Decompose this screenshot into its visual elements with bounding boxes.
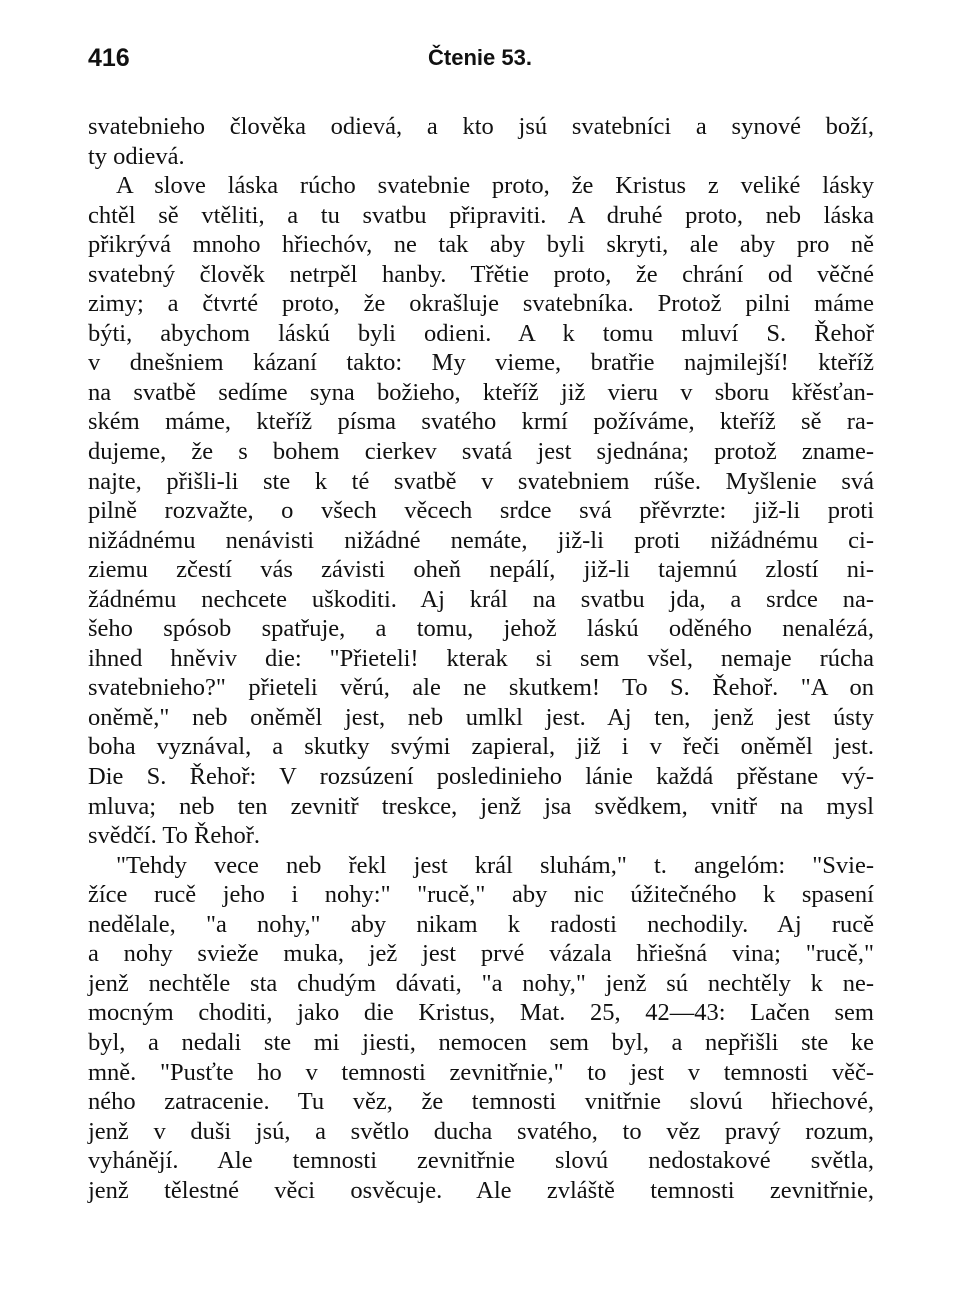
text-line: svatebnieho člověka odievá, a kto jsú svatebníci a synové boží, [88, 113, 874, 140]
text-line: vyhánějí. Ale temnosti zevnitřnie slovú nedostakové světla, [88, 1147, 874, 1175]
text-line: a nohy svieže muka, jež jest prvé vázala hřiešná vina; "rucě," [88, 940, 874, 968]
running-head: Čtenie 53. [428, 45, 532, 70]
text-line: na svatbě sedíme syna božieho, kteříž již vieru v sboru křěsťan- [88, 378, 874, 406]
page-number: 416 [88, 44, 130, 72]
text-line: pilně rozvažte, o všech věcech srdce svá přěvrzte: již-li proti [88, 497, 874, 525]
text-line: jenž nechtěle sta chudým dávati, "a nohy," jenž sú nechtěly k ne- [88, 969, 874, 997]
text-line: chtěl sě vtěliti, a tu svatbu připraviti. A druhé proto, neb láska [88, 201, 874, 229]
text-line: ském máme, kteříž písma svatého krmí požíváme, kteříž sě ra- [88, 408, 874, 436]
text-line: šeho spósob spatřuje, a tomu, jehož láskú oděného nenalézá, [88, 615, 874, 643]
text-line: byl, a nedali ste mi jiesti, nemocen sem byl, a nepřišli ste ke [88, 1028, 874, 1056]
text-line: zimy; a čtvrté proto, že okrašluje svatebníka. Protož pilni máme [88, 290, 874, 318]
text-line: mně. "Pusťte ho v temnosti zevnitřnie," to jest v temnosti věč- [88, 1058, 874, 1086]
text-line: ného zatracenie. Tu věz, že temnosti vnitřnie slovú hřiechové, [88, 1088, 874, 1116]
body-text [88, 112, 874, 1205]
text-line: boha vyznával, a skutky svými zapieral, již i v řeči oněměl jest. [88, 733, 874, 761]
text-line: ziemu zčestí vás závisti oheň nepálí, již-li tajemnú zlostí ni- [88, 556, 874, 584]
text-line: nedělale, "a nohy," aby nikam k radosti nechodily. Aj rucě [88, 910, 874, 938]
page-header [88, 40, 874, 80]
text-line: dujeme, že s bohem cierkev svatá jest sjednána; protož znamе- [88, 438, 874, 466]
text-line: nižádnému nenávisti nižádné nemáte, již-li proti nižádnému ci- [88, 526, 874, 554]
text-line: žádnému nechcete uškoditi. Aj král na svatbu jda, a srdce na- [88, 585, 874, 613]
text-line: najte, přišli-li ste k té svatbě v svatebniem rúše. Myšlenie svá [88, 467, 874, 495]
text-line: v dnešniem kázaní takto: My vieme, bratřie najmilejší! kteříž [88, 349, 874, 377]
text-line: žíce rucě jeho i nohy:" "rucě," aby nic úžitečného k spasení [88, 881, 874, 909]
text-line: Die S. Řehoř: V rozsúzení posledinieho lánie každá přěstane vý- [88, 763, 874, 791]
text-line: mocným choditi, jako die Kristus, Mat. 25, 42—43: Lačen sem [88, 999, 874, 1027]
text-line: ihned hněviv die: "Přieteli! kterak si sem všel, nemaje rúcha [88, 644, 874, 672]
text-line: býti, abychom láskú byli odieni. A k tomu mluví S. Řehoř [88, 319, 874, 347]
text-line: jenž v duši jsú, a světlo ducha svatého, to věz pravý rozum, [88, 1117, 874, 1145]
text-line: svědčí. To Řehoř. [88, 822, 261, 850]
text-line: přikrývá mnoho hřiechóv, ne tak aby byli skryti, ale aby pro ně [88, 231, 874, 259]
text-line: svatebnieho?" přieteli věrú, ale ne skutkem! To S. Řehoř. "A on [88, 674, 874, 702]
text-line: "Tehdy vece neb řekl jest král sluhám," t. angelóm: "Svie- [116, 851, 874, 879]
text-line: A slove láska rúcho svatebnie proto, že Kristus z veliké lásky [116, 172, 874, 200]
text-line: ty odievá. [88, 142, 185, 170]
text-line: mluva; neb ten zevnitř treskce, jenž jsa svědkem, vnitř na mysl [88, 792, 874, 820]
text-line: oněmě," neb oněměl jest, neb umlkl jest. Aj ten, jenž jest ústy [88, 703, 874, 731]
text-line: jenž tělestné věci osvěcuje. Ale zvláště temnosti zevnitřnie, [88, 1176, 874, 1204]
text-line: svatebný člověk netrpěl hanby. Třětie proto, že chrání od věčné [88, 260, 874, 288]
